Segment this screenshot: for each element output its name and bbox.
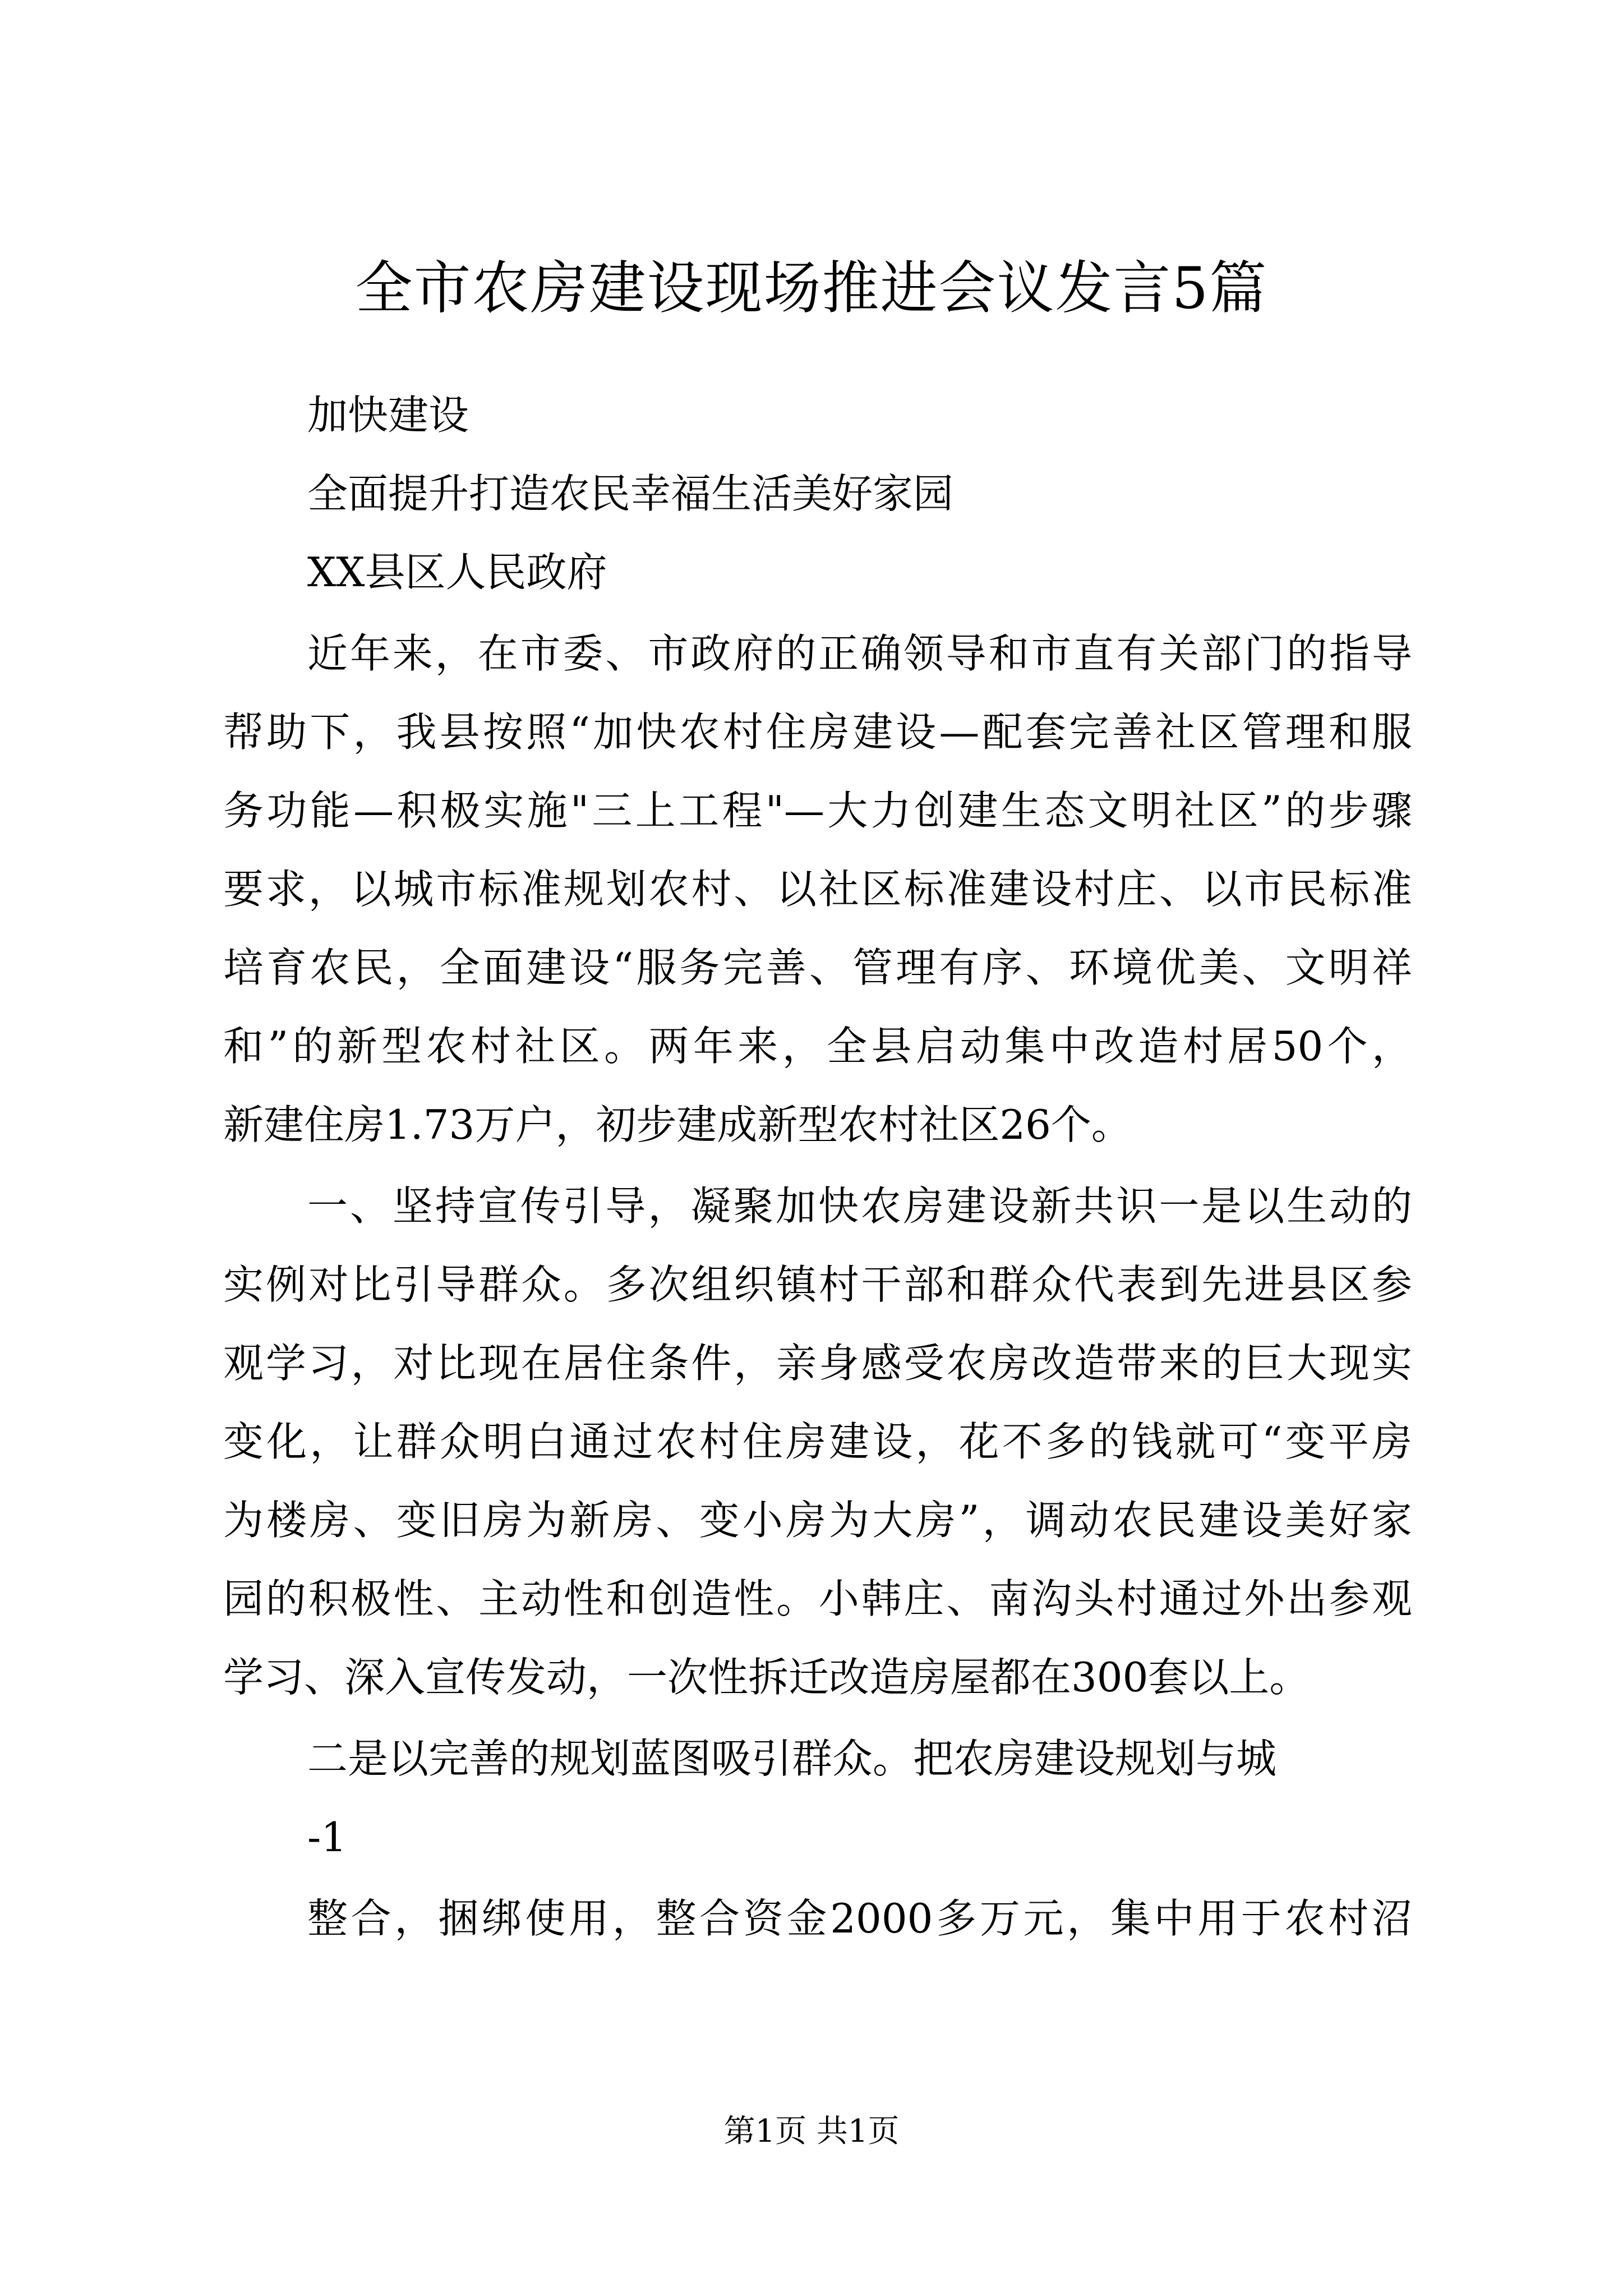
paragraph-1-line-4: 要求，以城市标准规划农村、以社区标准建设村庄、以市民标准 xyxy=(223,866,1412,913)
page-marker: -1 xyxy=(307,1814,347,1861)
page-footer: 第1页 共1页 xyxy=(723,2113,900,2150)
paragraph-2-line-4: 变化，让群众明白通过农村住房建设，花不多的钱就可“变平房 xyxy=(223,1418,1412,1465)
paragraph-1-line-7: 新建住房1.73万户，初步建成新型农村社区26个。 xyxy=(223,1101,1132,1148)
paragraph-3-line-1: 二是以完善的规划蓝图吸引群众。把农房建设规划与城 xyxy=(307,1735,1277,1782)
paragraph-1-line-1: 近年来，在市委、市政府的正确领导和市直有关部门的指导 xyxy=(307,630,1412,677)
paragraph-2-line-1: 一、坚持宣传引导，凝聚加快农房建设新共识一是以生动的 xyxy=(307,1182,1412,1230)
subtitle-line-3: XX县区人民政府 xyxy=(307,549,607,596)
paragraph-2-line-7: 学习、深入宣传发动，一次性拆迁改造房屋都在300套以上。 xyxy=(223,1654,1310,1701)
paragraph-2-line-5: 为楼房、变旧房为新房、变小房为大房”，调动农民建设美好家 xyxy=(223,1497,1412,1544)
document-title: 全市农房建设现场推进会议发言5篇 xyxy=(355,255,1268,322)
paragraph-1-line-2: 帮助下，我县按照“加快农村住房建设—配套完善社区管理和服 xyxy=(223,708,1412,756)
paragraph-4-line-1: 整合，捆绑使用，整合资金2000多万元，集中用于农村沼 xyxy=(307,1895,1412,1942)
paragraph-1-line-3: 务功能—积极实施"三上工程"—大力创建生态文明社区”的步骤 xyxy=(223,787,1412,834)
paragraph-2-line-2: 实例对比引导群众。多次组织镇村干部和群众代表到先进县区参 xyxy=(223,1261,1412,1308)
subtitle-line-2: 全面提升打造农民幸福生活美好家园 xyxy=(307,470,954,517)
paragraph-2-line-6: 园的积极性、主动性和创造性。小韩庄、南沟头村通过外出参观 xyxy=(223,1575,1412,1622)
paragraph-2-line-3: 观学习，对比现在居住条件，亲身感受农房改造带来的巨大现实 xyxy=(223,1340,1412,1387)
paragraph-1-line-6: 和”的新型农村社区。两年来，全县启动集中改造村居50个， xyxy=(223,1023,1412,1070)
paragraph-1-line-5: 培育农民，全面建设“服务完善、管理有序、环境优美、文明祥 xyxy=(223,944,1412,991)
subtitle-line-1: 加快建设 xyxy=(307,392,469,439)
